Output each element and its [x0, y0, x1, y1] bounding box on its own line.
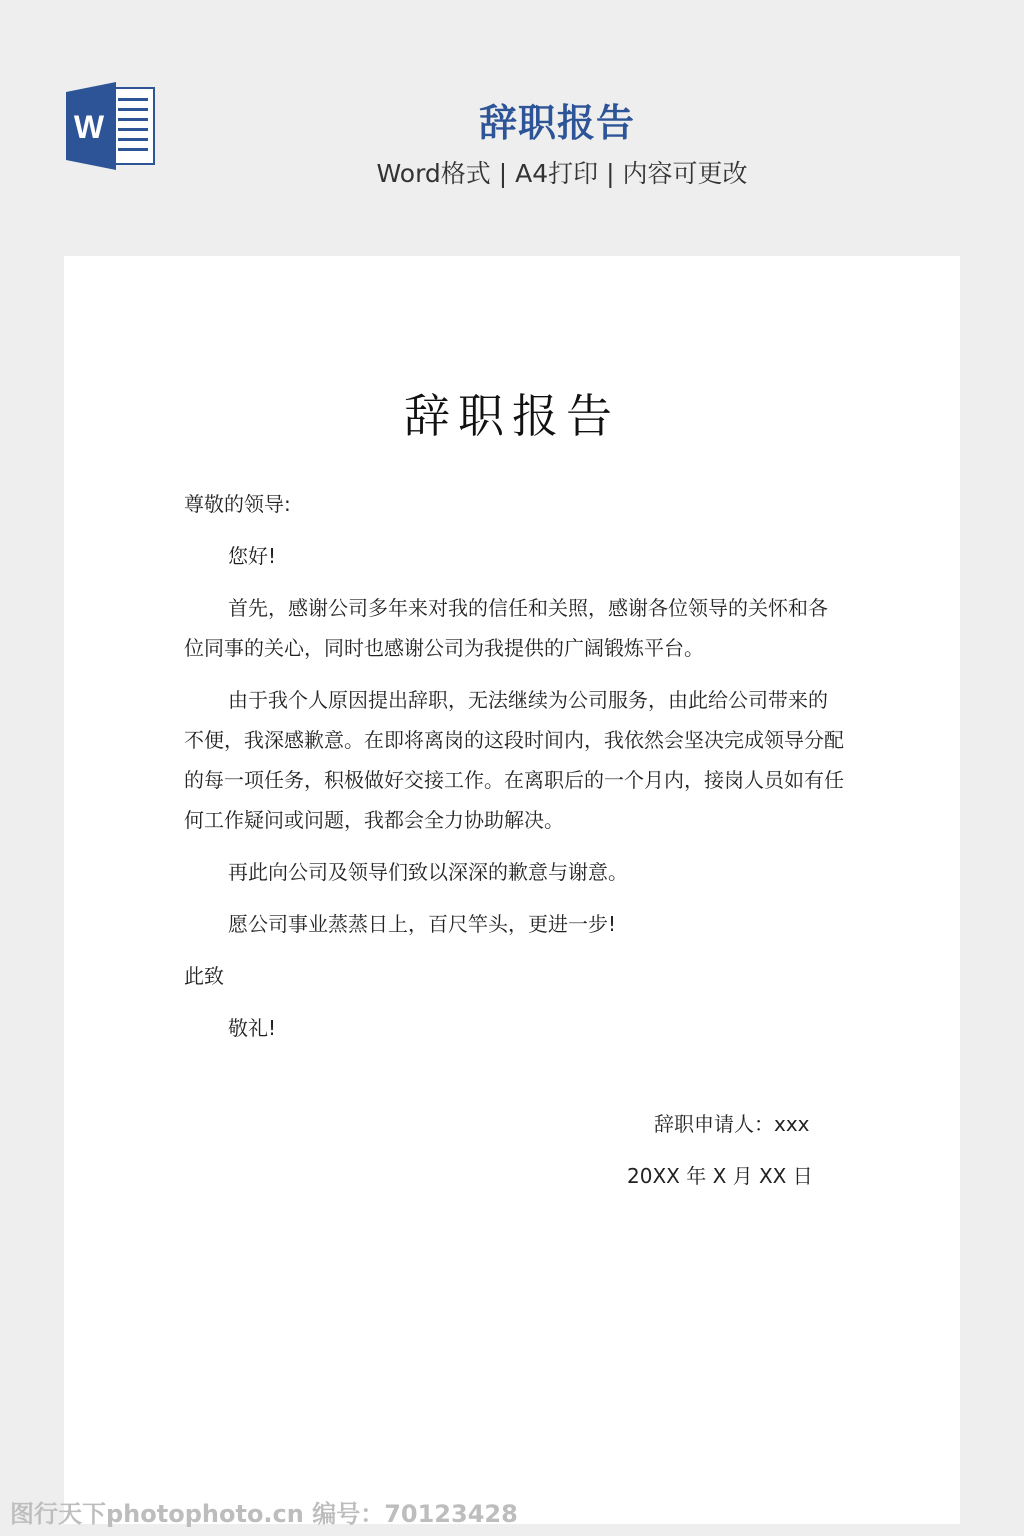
word-icon-letter: W	[73, 109, 105, 145]
applicant-signature: 辞职申请人：xxx	[654, 1112, 810, 1136]
paragraph-reason: 由于我个人原因提出辞职，无法继续为公司服务，由此给公司带来的不便，我深感歉意。在即将离岗的这段时间内，我依然会坚决完成领导分配的每一项任务，积极做好交接工作。在离职后的一个月内，接岗人员如有任何工作疑问或问题，我都会全力协助解决。	[184, 688, 844, 832]
watermark: 图行天下photophoto.cn 编号：70123428	[10, 1500, 518, 1528]
document-body	[184, 484, 844, 1060]
paragraph-apology: 再此向公司及领导们致以深深的歉意与谢意。	[228, 860, 628, 884]
closing: 此致	[184, 964, 224, 988]
header	[0, 0, 1024, 230]
paragraph-thanks: 首先，感谢公司多年来对我的信任和关照，感谢各位领导的关怀和各位同事的关心，同时也感谢公司为我提供的广阔锻炼平台。	[184, 596, 828, 660]
regards: 敬礼!	[228, 1016, 277, 1040]
document-page	[64, 256, 960, 1524]
salutation: 尊敬的领导:	[184, 492, 291, 516]
paragraph-wishes: 愿公司事业蒸蒸日上，百尺竿头，更进一步!	[228, 912, 617, 936]
greeting: 您好!	[228, 544, 277, 568]
header-title: 辞职报告	[478, 101, 635, 145]
signature-date: 20XX 年 X 月 XX 日	[627, 1164, 813, 1188]
document-title: 辞职报告	[404, 389, 620, 443]
header-subtitle: Word格式 | A4打印 | 内容可更改	[376, 159, 748, 188]
